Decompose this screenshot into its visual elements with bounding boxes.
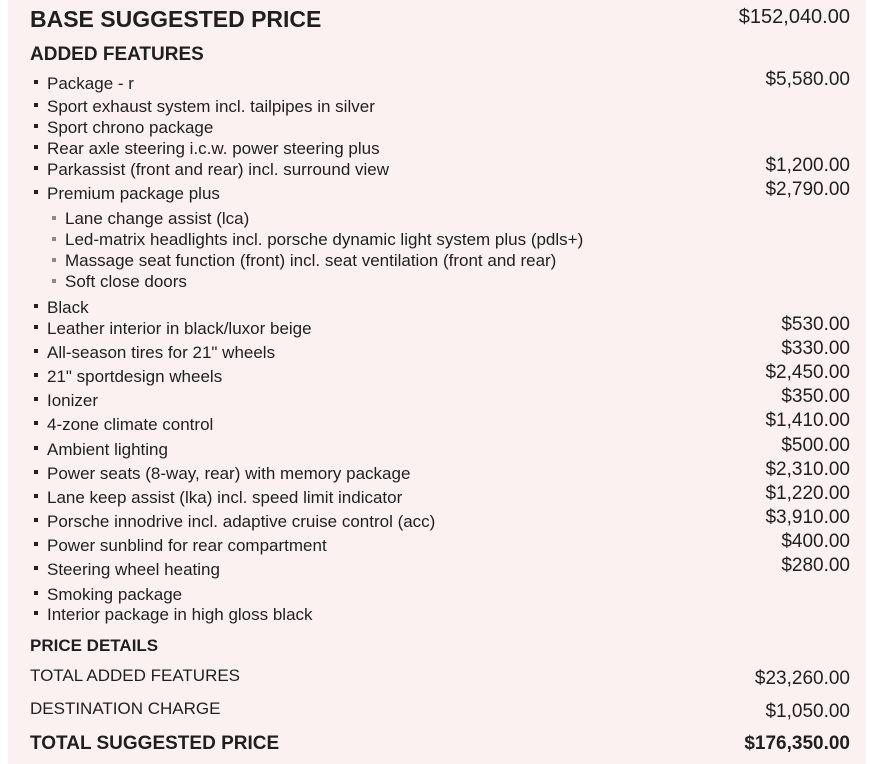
destination-charge-value: $1,050.00 <box>765 701 850 722</box>
bullet-icon <box>34 373 38 377</box>
bullet-icon <box>52 258 56 262</box>
bullet-icon <box>34 80 38 84</box>
base-price-label: BASE SUGGESTED PRICE <box>30 6 322 32</box>
bullet-icon <box>34 397 38 401</box>
bullet-icon <box>34 470 38 474</box>
base-price-value: $152,040.00 <box>738 6 850 28</box>
bullet-icon <box>34 304 38 308</box>
bullet-icon <box>34 421 38 425</box>
base-price-row <box>30 6 850 33</box>
added-features-heading: ADDED FEATURES <box>30 44 204 65</box>
bullet-icon <box>34 325 38 329</box>
bullet-icon <box>52 216 56 220</box>
bullet-icon <box>34 446 38 450</box>
bullet-icon <box>34 103 38 107</box>
bullet-icon <box>34 166 38 170</box>
total-price-label: TOTAL SUGGESTED PRICE <box>30 733 280 754</box>
price-details-heading: PRICE DETAILS <box>30 636 159 655</box>
bullet-icon <box>34 542 38 546</box>
price-summary-panel: BASE SUGGESTED PRICE $152,040.00 ADDED FEATURES Package - r $5,580.00 Sport exhaust system incl. tailpipes in silver Sport chrono package Rear axle steering i.c.w. power steering plus Parkassist (front and rear) incl. surround view $1,200.00 Premium package plus $2,790.00 Lane change assist (lca) Led-matrix headlights incl. porsche dynamic light system plus (pdls+) Massage seat function (front) incl. seat ventilation (front and rear) Soft close doors Black Leather interior in black/luxor beige $530.00 All-season tires for 21" wheels $330.00 21" sportdesign wheels $2,450.00 Ionizer $350.00 4-zone climate control $1,410.00 Ambient lighting $500.00 Power seats (8-way, rear) with memory package $2,310.00 Lane keep assist (lka) incl. speed limit indicator $1,220.00 Porsche innodrive incl. adaptive cruise control (acc) $3,910.00 Power sunblind for rear compartment $400.00 Steering wheel heating $280.00 Smoking package Interior package in high gloss black PRICE DETAILS TOTAL ADDED FEATURES $23,260.00 DESTINATION CHARGE $1,050.00 TOTAL SUGGESTED PRICE $176,350.00 <box>8 0 866 764</box>
total-price-row <box>30 733 850 755</box>
total-added-features-value: $23,260.00 <box>754 668 850 689</box>
bullet-icon <box>52 237 56 241</box>
destination-charge-label: DESTINATION CHARGE <box>30 699 221 718</box>
bullet-icon <box>34 591 38 595</box>
total-price-value: $176,350.00 <box>744 733 850 754</box>
bullet-icon <box>34 349 38 353</box>
destination-charge-row <box>30 699 850 722</box>
total-added-features-label: TOTAL ADDED FEATURES <box>30 666 241 685</box>
total-added-features-row <box>30 666 850 689</box>
bullet-icon <box>34 518 38 522</box>
bullet-icon <box>34 611 38 615</box>
bullet-icon <box>52 279 56 283</box>
bullet-icon <box>34 124 38 128</box>
bullet-icon <box>34 190 38 194</box>
bullet-icon <box>34 494 38 498</box>
bullet-icon <box>34 145 38 149</box>
bullet-icon <box>34 566 38 570</box>
